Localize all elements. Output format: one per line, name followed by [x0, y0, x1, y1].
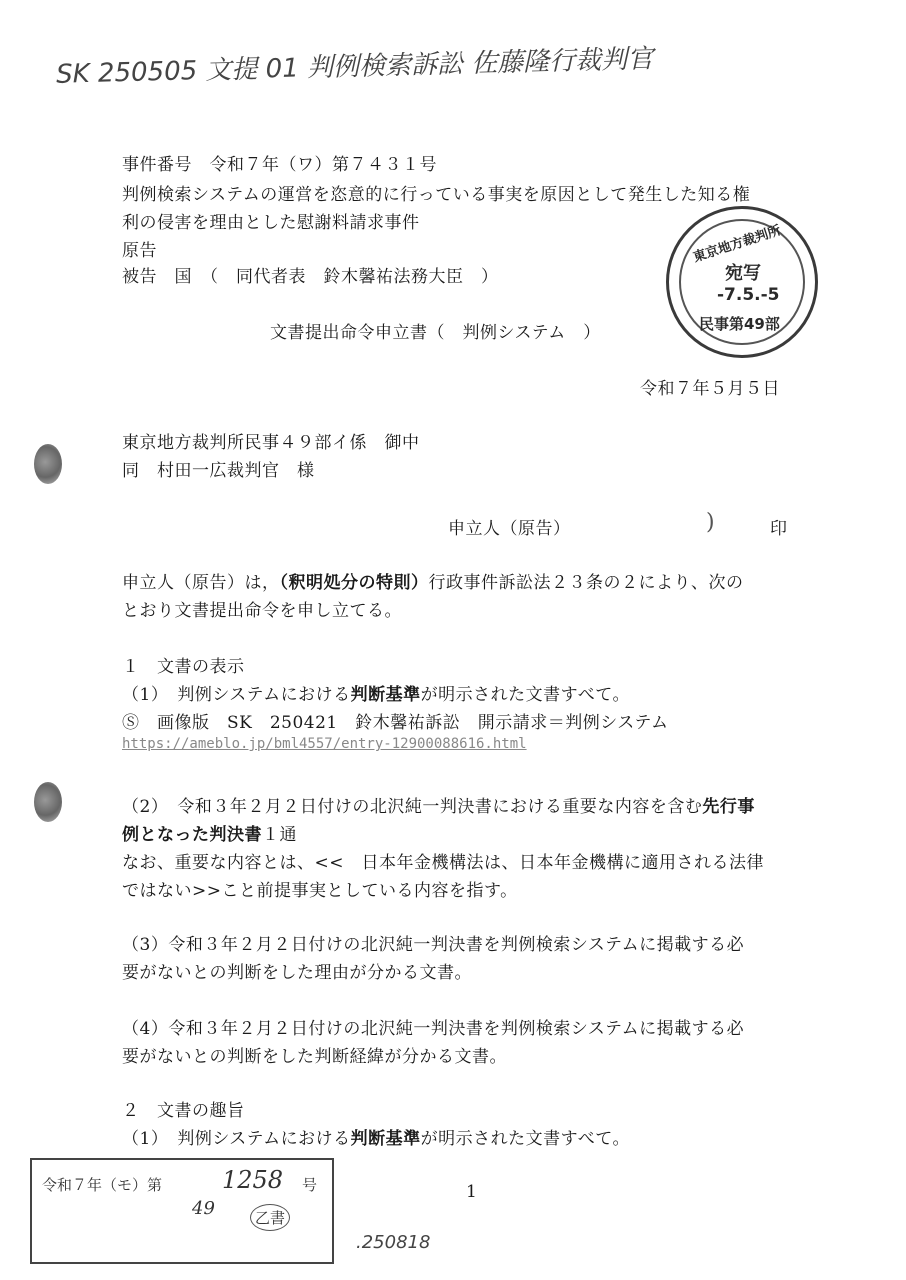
handwritten-header-note: SK 250505 文提 01 判例検索訴訟 佐藤隆行裁判官 — [55, 44, 654, 90]
intro-line2: とおり文書提出命令を申し立てる。 — [122, 601, 402, 621]
section1-reference: Ⓢ 画像版 SK 250421 鈴木馨祐訴訟 開示請求＝判例システム — [122, 713, 669, 733]
handwritten-footer-note: .250818 — [356, 1232, 431, 1253]
section2-heading: ２ 文書の趣旨 — [122, 1101, 245, 1121]
case-number: 事件番号 令和７年（ワ）第７４３１号 — [122, 155, 437, 175]
receipt-suffix: 号 — [302, 1176, 318, 1194]
section1-heading: １ 文書の表示 — [122, 657, 245, 677]
stamp-court-name: 東京地方裁判所 — [691, 223, 783, 266]
section1-item2-line2 — [122, 820, 297, 845]
receipt-number: 1258 — [222, 1166, 284, 1194]
reference-url-link[interactable]: https://ameblo.jp/bml4557/entry-12900088616.html — [122, 736, 527, 752]
s1-item2-bold2: 例となった判決書 — [122, 825, 262, 845]
stamp-department: 民事第49部 — [699, 315, 780, 333]
s1-item2-text-b: １通 — [262, 825, 297, 845]
section2-item1 — [122, 1124, 630, 1149]
defendant-line: 被告 国 （ 同代者表 鈴木馨祐法務大臣 ） — [122, 267, 499, 287]
s2-item1-text-b: が明示された文書すべて。 — [420, 1129, 630, 1149]
s2-item1-bold: 判断基準 — [350, 1129, 421, 1149]
addressee-court: 東京地方裁判所民事４９部イ係 御中 — [122, 433, 420, 453]
receipt-label: 令和７年（モ）第 — [42, 1176, 163, 1194]
handwritten-bracket-mark: ) — [706, 510, 715, 535]
intro-text-b: 行政事件訴訟法２３条の２により、次の — [428, 573, 744, 593]
document-title: 文書提出命令申立書（ 判例システム ） — [270, 323, 601, 343]
s1-item2-bold1: 先行事 — [702, 797, 755, 817]
seal-mark: 印 — [770, 519, 788, 539]
s1-item1-bold: 判断基準 — [350, 685, 421, 705]
intro-bold: （釈明処分の特則） — [279, 573, 429, 593]
s1-item1-text-a: （1） 判例システムにおける — [122, 685, 351, 705]
filing-date: 令和７年５月５日 — [640, 379, 780, 399]
section1-item2-note2: ではない>>こと前提事実としている内容を指す。 — [122, 881, 518, 901]
applicant-label: 申立人（原告） — [448, 519, 571, 539]
s1-item1-text-b: が明示された文書すべて。 — [420, 685, 630, 705]
s1-item2-text-a: （2） 令和３年２月２日付けの北沢純一判決書における重要な内容を含む — [122, 797, 703, 817]
punch-hole-top — [34, 444, 62, 484]
plaintiff-label: 原告 — [122, 241, 157, 261]
punch-hole-bottom — [34, 782, 62, 822]
page-number: 1 — [466, 1182, 477, 1202]
section1-item1 — [122, 680, 630, 705]
receipt-mark: 乙書 — [250, 1204, 290, 1231]
section1-item2-line1 — [122, 792, 755, 817]
intro-line1 — [122, 568, 744, 593]
section1-item3-line1: （3）令和３年２月２日付けの北沢純一判決書を判例検索システムに掲載する必 — [122, 935, 745, 955]
section1-item3-line2: 要がないとの判断をした理由が分かる文書。 — [122, 963, 472, 983]
receipt-dept: 49 — [192, 1198, 215, 1219]
stamp-date: -7.5.-5 — [717, 285, 780, 305]
intro-text-a: 申立人（原告）は， — [122, 573, 280, 593]
section1-item4-line1: （4）令和３年２月２日付けの北沢純一判決書を判例検索システムに掲載する必 — [122, 1019, 745, 1039]
addressee-judge: 同 村田一広裁判官 様 — [122, 461, 315, 481]
section1-item4-line2: 要がないとの判断をした判断経緯が分かる文書。 — [122, 1047, 507, 1067]
s2-item1-text-a: （1） 判例システムにおける — [122, 1129, 351, 1149]
case-title-line1: 判例検索システムの運営を恣意的に行っている事実を原因として発生した知る権 — [122, 185, 751, 205]
receipt-number-box — [30, 1158, 334, 1264]
section1-item2-note1: なお、重要な内容とは、<< 日本年金機構法は、日本年金機構に適用される法律 — [122, 853, 764, 873]
court-receipt-stamp — [666, 206, 818, 358]
stamp-label: 宛写 — [725, 263, 761, 284]
case-title-line2: 利の侵害を理由とした慰謝料請求事件 — [122, 213, 420, 233]
